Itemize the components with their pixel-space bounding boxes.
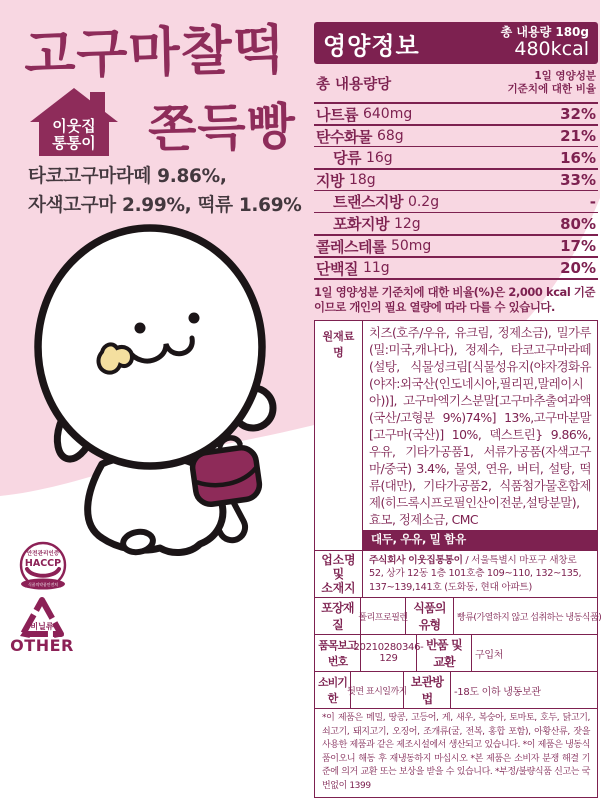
mascot-character bbox=[6, 224, 298, 560]
mascot-left-eye bbox=[135, 323, 146, 334]
haccp-logo bbox=[14, 540, 72, 594]
report-number-row bbox=[315, 634, 597, 671]
ingredient-percentages bbox=[28, 162, 302, 220]
business-row bbox=[315, 550, 597, 598]
nutrition-rows bbox=[314, 102, 598, 280]
report-number-value: 20210280346-129 bbox=[361, 635, 417, 671]
nutrient-row-transfat: 트랜스지방 0.2g - bbox=[314, 190, 598, 212]
packaging-row bbox=[315, 597, 602, 634]
nutrient-row-carbs: 탄수화물 68g 21% bbox=[314, 124, 598, 146]
ingredients-label: 원재료명 bbox=[315, 321, 363, 550]
haccp-main-text: HACCP bbox=[24, 558, 62, 569]
total-amount: 총 내용량 180g bbox=[500, 24, 589, 39]
return-exchange-label: 반품 및 교환 bbox=[417, 635, 472, 671]
product-title-line1: 고구마찰떡 bbox=[23, 19, 286, 87]
ingredients-content bbox=[363, 321, 597, 550]
nutrient-row-fat: 지방 18g 33% bbox=[314, 168, 598, 190]
nutrient-row-satfat: 포화지방 12g 80% bbox=[314, 212, 598, 234]
per-amount-label: 총 내용량당 bbox=[316, 76, 392, 93]
business-company: 주식회사 이웃집통통이 bbox=[369, 554, 463, 566]
nutrient-row-cholesterol: 콜레스테롤 50mg 17% bbox=[314, 234, 598, 256]
storage-value: -18도 이하 냉동보관 bbox=[454, 686, 541, 698]
packaging-label: 포장재질 bbox=[315, 598, 361, 634]
nutrient-row-sodium: 나트륨 640mg 32% bbox=[314, 102, 598, 124]
badge-text-line2: 통통이 bbox=[52, 134, 96, 152]
recycle-material-text: 비닐류 bbox=[30, 622, 54, 631]
mascot-foot bbox=[121, 530, 154, 555]
mascot-head bbox=[38, 228, 262, 466]
ingredients-text: 치즈(호주/우유, 유크림, 정제소금), 밀가루(밀:미국,캐나다), 정제수, 타코고구마라떼(설탕, 식물성크림[식물성유지(야자경화유(야자:외국산(인도네시아,필리핀,말레이시아))], 고구마엑기스분말[고구마추출여과액(국산/고형분 9%)74%] 13%,고구마분말[고구마(국산)] 10%, 덱스트린} 9.86%, 우유, 기타가공품1, 서류가공품(자색고구마/중국) 3.4%, 물엿, 연유, 버터, 설탕, 떡류(대만), 기타가공품2, 식품첨가물혼합제제(히드록시프로필인산이전분,설탕분말), 효모, 정제소금, CMC bbox=[369, 324, 591, 527]
nutrition-panel bbox=[314, 22, 602, 798]
nutrition-header-right bbox=[501, 26, 589, 61]
nutrition-title: 영양정보 bbox=[323, 31, 420, 60]
business-label: 업소명 및 소재지 bbox=[315, 551, 363, 598]
ingredients-row bbox=[315, 321, 597, 550]
product-info-table bbox=[314, 320, 602, 798]
mascot-right-eye bbox=[189, 313, 200, 324]
haccp-bottom-text: 식품의약품안전처 bbox=[27, 582, 59, 587]
allergen-notice: 대두, 우유, 밀 함유 bbox=[363, 530, 597, 550]
business-address: / 서울특별시 마포구 새창로 52, 상가 12동 1층 101호층 109~110, 132~135, 137~139,141호 (도화동, 현대 아파트) bbox=[369, 554, 582, 593]
expiry-value: 뒷면 표시일까지 bbox=[351, 672, 404, 708]
percent-line1: 타코고구마라떼 9.86%, bbox=[28, 166, 227, 187]
nutrition-header bbox=[314, 22, 598, 64]
nutrition-footnote: 1일 영양성분 기준치에 대한 비율(%)은 2,000 kcal 기준이므로 개인의 필요 열량에 따라 다를 수 있습니다. bbox=[314, 285, 596, 314]
expiry-label: 소비기한 bbox=[315, 672, 351, 708]
nutrient-row-sugars: 당류 16g 16% bbox=[314, 146, 598, 168]
haccp-top-text: 안전관리인증 bbox=[26, 551, 60, 557]
daily-ratio-label: 1일 영양성분 기준치에 대한 비율 bbox=[507, 69, 596, 95]
nutrition-subheader bbox=[314, 64, 598, 102]
packaging-value: 폴리프로필렌 bbox=[361, 598, 406, 634]
storage-label: 보관방법 bbox=[404, 672, 451, 708]
disclaimer-text: *이 제품은 메밀, 땅콩, 고등어, 게, 새우, 복숭아, 토마토, 호두, 닭고기, 쇠고기, 돼지고기, 오징어, 조개류(굴, 전복, 홍합 포함), 아황산류, 잣을 사용한 제품과 같은 제조시설에서 생산되고 있습니다. *이 제품은 냉동식품이오니 해동 후 재냉동하지 마십시오 *본 제품은 소비자 분쟁 해결 기준에 의거 교환 또는 보상을 받을 수 있습니다. *부정/불량식품 신고는 국번없이 1399 bbox=[315, 708, 597, 797]
percent-line2: 자색고구마 2.99%, 떡류 1.69% bbox=[28, 195, 302, 216]
food-type-label: 식품의유형 bbox=[406, 598, 454, 634]
report-number-label: 품목보고번호 bbox=[315, 635, 361, 671]
return-exchange-value: 구입처 bbox=[475, 649, 504, 661]
food-type-value: 빵류(가열하지 않고 섭취하는 냉동식품) bbox=[457, 612, 602, 623]
business-value bbox=[363, 551, 597, 598]
house-badge bbox=[26, 84, 122, 160]
nutrient-row-protein: 단백질 11g 20% bbox=[314, 256, 598, 278]
expiry-row bbox=[315, 671, 597, 708]
recycle-type-label: OTHER bbox=[10, 636, 74, 655]
product-title-line2: 쫀득빵 bbox=[147, 97, 297, 159]
calories: 480kcal bbox=[514, 38, 589, 61]
badge-text-line1: 이웃집 bbox=[52, 117, 96, 135]
